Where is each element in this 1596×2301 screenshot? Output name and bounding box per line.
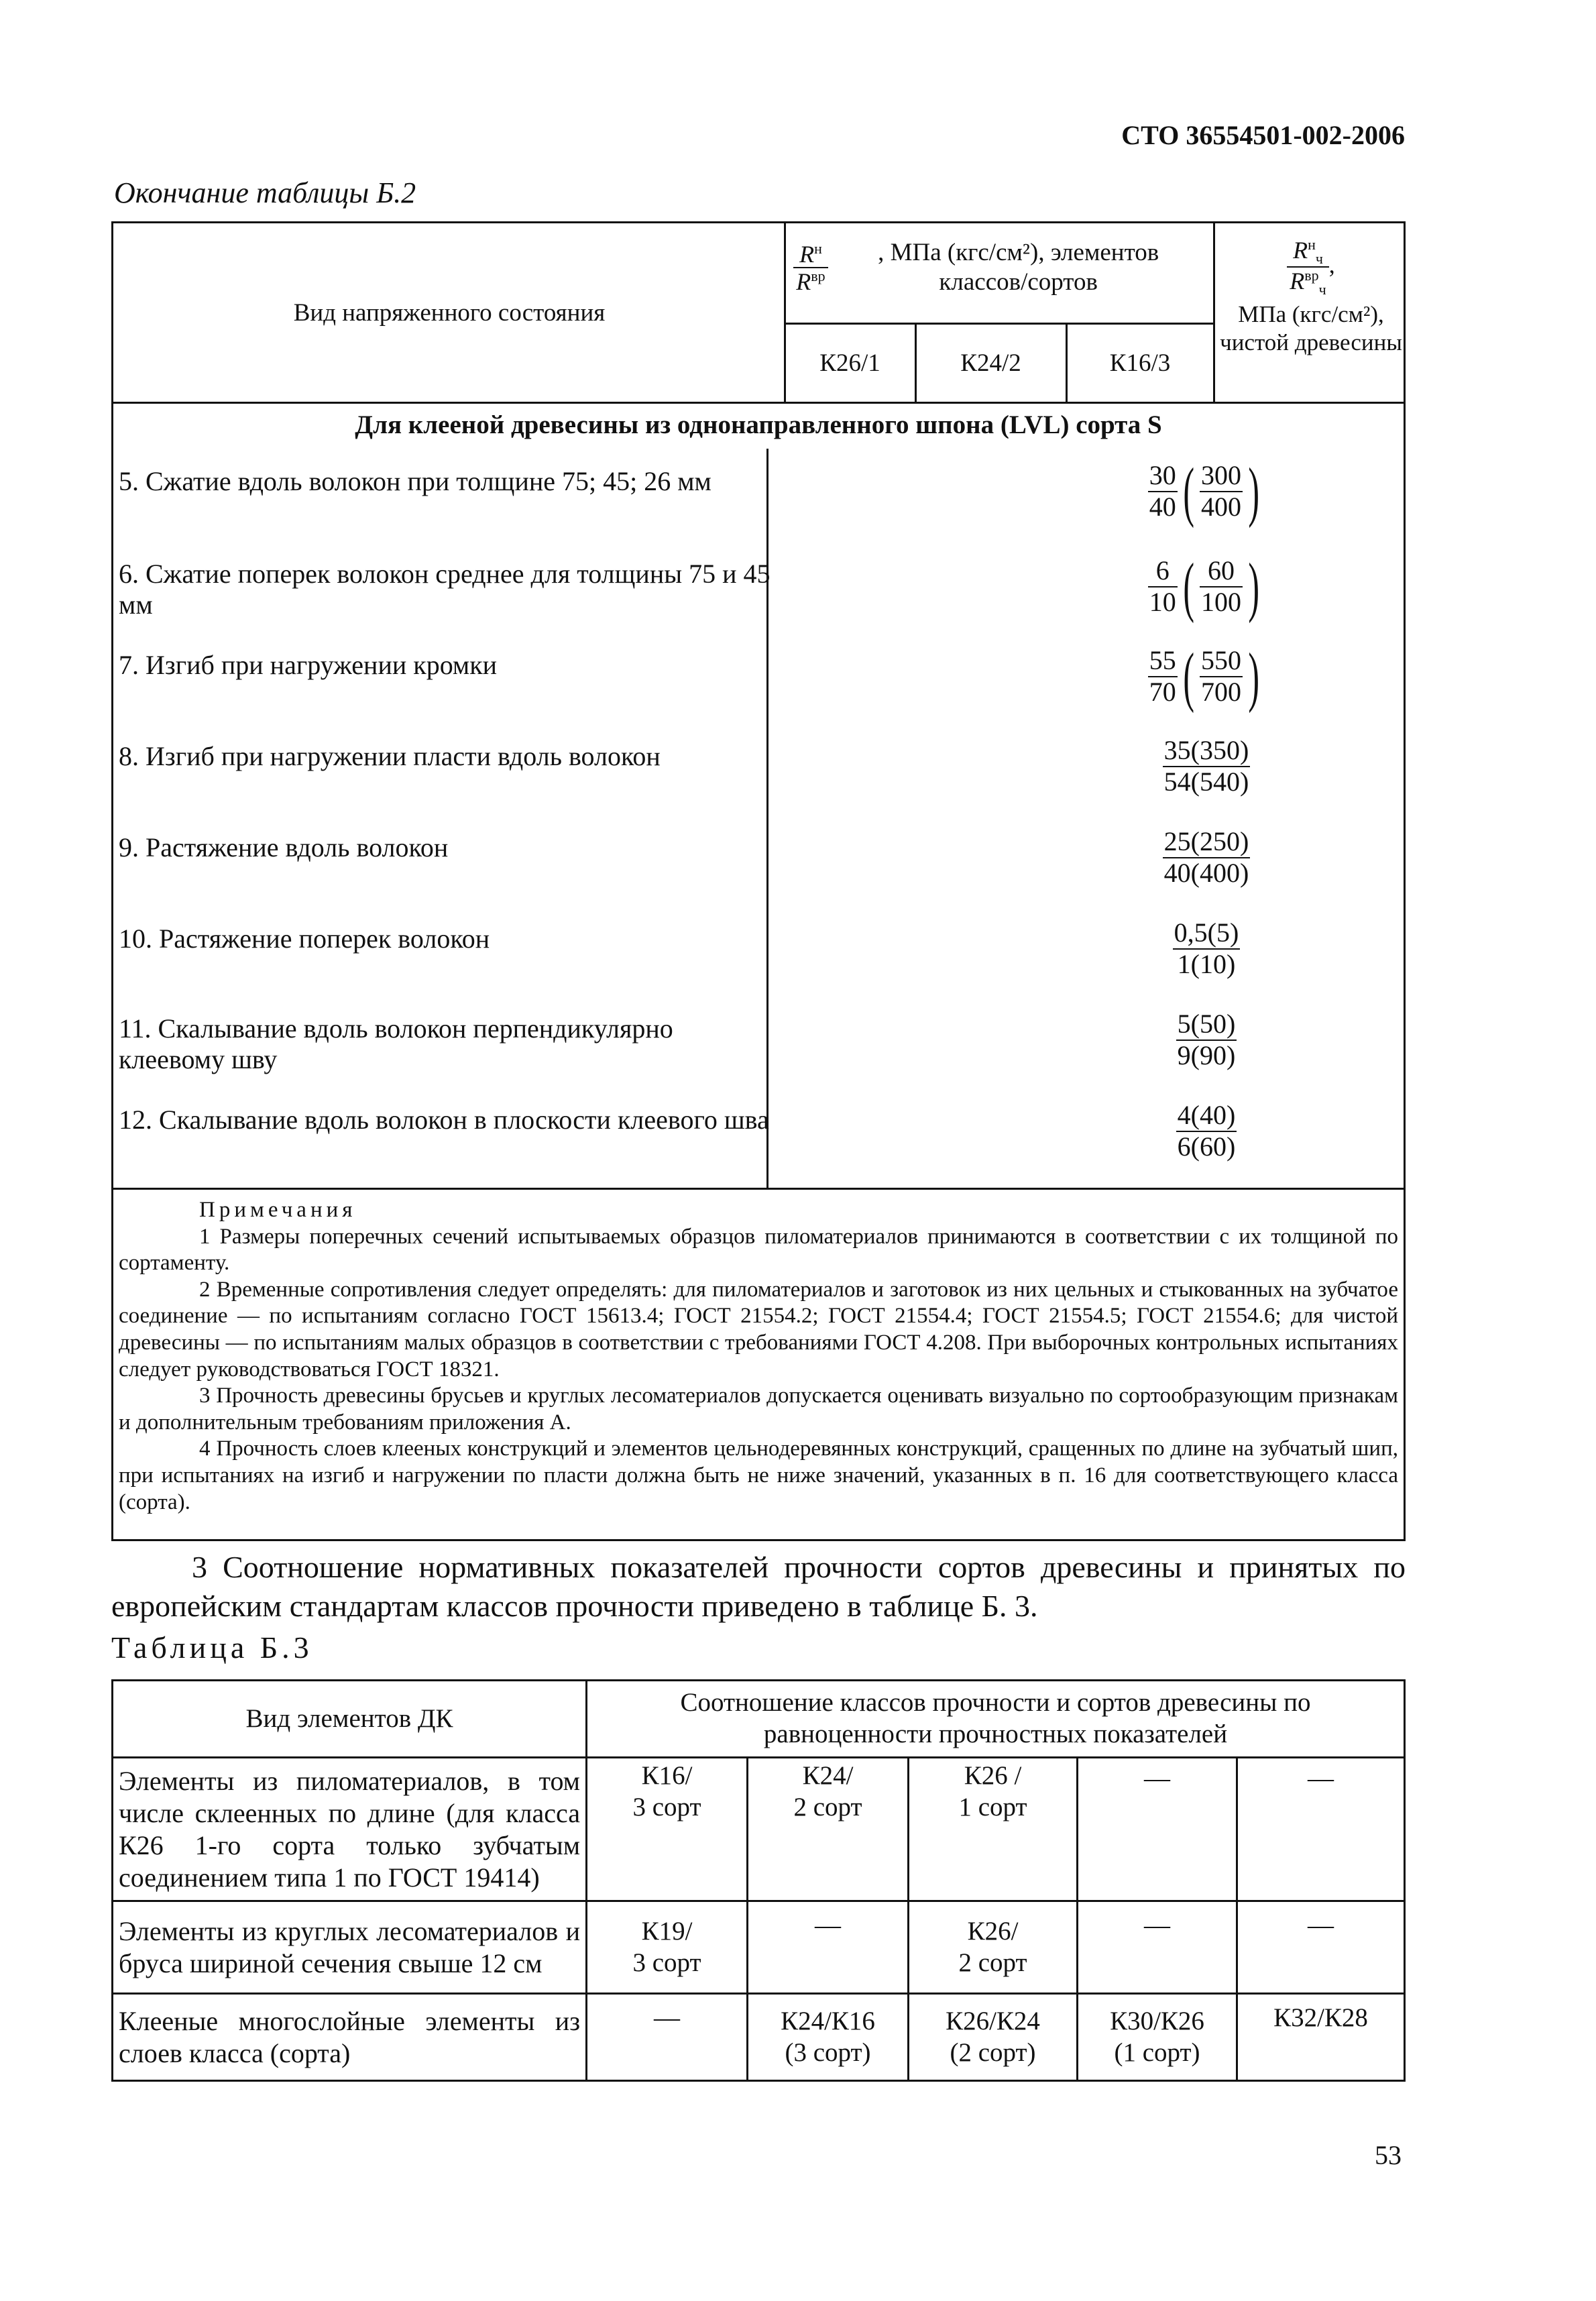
table-row-name <box>113 1902 585 1993</box>
value-numerator: 4(40) <box>1177 1100 1236 1130</box>
class-column-header <box>916 324 1066 402</box>
table-cell: — <box>1144 1910 1170 1940</box>
table-cell: — <box>654 2003 680 2032</box>
class-label: К24/2 <box>960 349 1021 377</box>
value-numerator: 6 <box>1155 555 1170 585</box>
value-numerator: 35(350) <box>1163 735 1249 765</box>
table-row-name: 6. Сжатие поперек волокон среднее для толщины 75 и 45 мм <box>119 559 771 620</box>
note-item: 3 Прочность древесины брусьев и круглых лесоматериалов допускается оценивать визуально по сортообразующим признакам и дополнительным требованиям приложения А. <box>119 1384 1398 1435</box>
table-cell: — <box>815 1910 841 1940</box>
value-denominator: 6(60) <box>1177 1131 1236 1162</box>
value-denominator: 54(540) <box>1163 766 1249 797</box>
table-row-value <box>1119 1008 1294 1071</box>
table-row-name: 12. Скалывание вдоль волокон в плоскости клеевого шва <box>119 1105 769 1135</box>
page-number: 53 <box>1375 2140 1402 2170</box>
clean-den-sup: вр <box>1304 267 1319 284</box>
value-paren-denominator: 400 <box>1201 491 1241 522</box>
table-cell: — <box>1144 1763 1170 1793</box>
column-header-stress-type <box>113 223 785 402</box>
value-numerator: 5(50) <box>1177 1009 1236 1039</box>
value-denominator: 70 <box>1149 676 1176 707</box>
table-cell: К32/К28 <box>1273 2003 1368 2032</box>
table-cell: — <box>1308 1910 1334 1940</box>
table-row-value <box>1119 826 1294 889</box>
value-paren-numerator: 60 <box>1208 555 1235 585</box>
table-row-name: 10. Растяжение поперек волокон <box>119 923 490 954</box>
ratio-numerator: R <box>799 240 815 268</box>
table-row-name <box>113 1995 585 2080</box>
ratio-denominator: R <box>796 268 811 296</box>
clean-num-sub: ч <box>1315 250 1323 268</box>
table-cell: К30/К26 (1 сорт) <box>1110 2006 1204 2067</box>
table-row-name <box>113 1758 585 1900</box>
note-item: 2 Временные сопротивления следует определять: для пиломатериалов и заготовок из них цельных и стыкованных на зубчатое соединение — по испытаниям согласно ГОСТ 15613.4; ГОСТ 21554.2; ГОСТ 21554.4; ГОСТ 21554.5; ГОСТ 21554.6; для чистой древесины — по испытаниям малых образцов в соответствии с требованиями ГОСТ 4.208. При выборочных контрольных испытаниях следует руководствоваться ГОСТ 18321. <box>119 1277 1398 1382</box>
table-row-name: 7. Изгиб при нагружении кромки <box>119 650 498 680</box>
column-header-strength <box>785 223 1214 324</box>
column-header-stress-type-label: Вид напряженного состояния <box>293 298 606 327</box>
column-header-element-type-label: Вид элементов ДК <box>245 1703 453 1733</box>
value-denominator: 40(400) <box>1163 857 1249 888</box>
column-header-clean-wood: $\frac{R^н_ч}{R^{вр}_ч}$ , МПа (кгс/см²), чистой древесины <box>1214 223 1408 402</box>
table-cell: К24/ 2 сорт <box>793 1761 862 1821</box>
table-row-name: 9. Растяжение вдоль волокон <box>119 832 449 862</box>
table-row-value: 6 10 ( 60 100 ) <box>1149 549 1259 624</box>
column-header-element-type <box>113 1681 585 1756</box>
value-paren-numerator: 550 <box>1201 645 1241 675</box>
table-notes <box>113 1189 1404 1516</box>
clean-wood-header-text: МПа (кгс/см²), чистой древесины <box>1220 300 1402 355</box>
strength-header-text: , МПа (кгс/см²), элементов классов/сортов <box>878 239 1159 296</box>
value-numerator: 55 <box>1149 645 1176 675</box>
row-name-text: Элементы из круглых лесоматериалов и бруса шириной сечения свыше 12 см <box>119 1915 580 1978</box>
table-row-value <box>1119 1099 1294 1162</box>
column-header-relation-label: Соотношение классов прочности и сортов древесины по равноценности прочностных показателей <box>680 1688 1311 1748</box>
clean-num-sup: н <box>1308 236 1316 253</box>
value-numerator: 30 <box>1149 460 1176 490</box>
column-header-relation <box>587 1681 1404 1756</box>
table-row-value <box>1119 917 1294 980</box>
value-paren-denominator: 100 <box>1201 586 1241 617</box>
table-row-name: 5. Сжатие вдоль волокон при толщине 75; 45; 26 мм <box>119 466 711 496</box>
value-numerator: 0,5(5) <box>1174 917 1239 948</box>
table-cell: К26 / 1 сорт <box>958 1761 1027 1821</box>
table-row-value <box>1119 734 1294 797</box>
table-cell: — <box>1308 1763 1334 1793</box>
table-cell: К24/К16 (3 сорт) <box>781 2006 875 2067</box>
row-name-text: Элементы из пиломатериалов, в том числе склеенных по длине (для класса К26 1-го сорта только зубчатым соединением типа 1 по ГОСТ 19414) <box>119 1765 580 1893</box>
value-numerator: 25(250) <box>1163 826 1249 856</box>
table-row-value: 30 40 ( 300 400 ) <box>1149 453 1259 528</box>
class-column-header <box>785 324 915 402</box>
table-b2 <box>111 221 1406 1541</box>
class-column-header <box>1067 324 1213 402</box>
row-name-text: Клееные многослойные элементы из слоев класса (сорта) <box>119 2005 580 2068</box>
body-paragraph: 3 Соотношение нормативных показателей прочности сортов древесины и принятых по европейским стандартам классов прочности приведено в таблице Б. 3. <box>111 1550 1406 1623</box>
ratio-denominator-sup: вр <box>811 268 825 285</box>
note-item: 4 Прочность слоев клееных конструкций и элементов цельнодеревянных конструкций, сращенных по длине на зубчатый шип, при испытаниях на изгиб и нагружении по пласти должна быть не ниже значений, указанных в п. 16 для соответствующего класса (сорта). <box>119 1437 1398 1514</box>
class-label: К16/3 <box>1109 349 1171 377</box>
notes-title: Примечания <box>199 1198 357 1222</box>
document-id: СТО 36554501-002-2006 <box>1121 120 1405 150</box>
value-paren-denominator: 700 <box>1201 676 1241 707</box>
table-row-value: 55 70 ( 550 700 ) <box>1149 638 1259 714</box>
value-denominator: 10 <box>1149 586 1176 617</box>
value-paren-numerator: 300 <box>1201 460 1241 490</box>
table-continuation-caption: Окончание таблицы Б.2 <box>114 176 416 209</box>
table-row-name: 8. Изгиб при нагружении пласти вдоль волокон <box>119 741 661 771</box>
value-denominator: 9(90) <box>1177 1040 1236 1070</box>
class-label: К26/1 <box>819 349 880 377</box>
table-b3 <box>111 1679 1406 2082</box>
section-title: Для клееной древесины из однонаправленного шпона (LVL) сорта S <box>355 410 1162 439</box>
table-cell: К26/К24 (2 сорт) <box>946 2006 1040 2067</box>
value-denominator: 40 <box>1149 491 1176 522</box>
table-cell: К16/ 3 сорт <box>632 1761 701 1821</box>
ratio-fraction <box>793 241 828 296</box>
clean-wood-ratio-fraction: $\frac{R^н_ч}{R^{вр}_ч}$ <box>1287 237 1328 298</box>
value-denominator: 1(10) <box>1177 948 1236 979</box>
table-caption: Таблица Б.3 <box>111 1630 313 1665</box>
clean-den-sub: ч <box>1318 281 1326 298</box>
table-row-name: 11. Скалывание вдоль волокон перпендикулярно клеевому шву <box>119 1013 673 1074</box>
ratio-numerator-sup: н <box>814 239 822 257</box>
table-cell: К26/ 2 сорт <box>958 1916 1027 1977</box>
table-cell: К19/ 3 сорт <box>632 1916 701 1977</box>
note-item: 1 Размеры поперечных сечений испытываемых образцов пиломатериалов принимаются в соответствии с их толщиной по сортаменту. <box>119 1224 1398 1276</box>
